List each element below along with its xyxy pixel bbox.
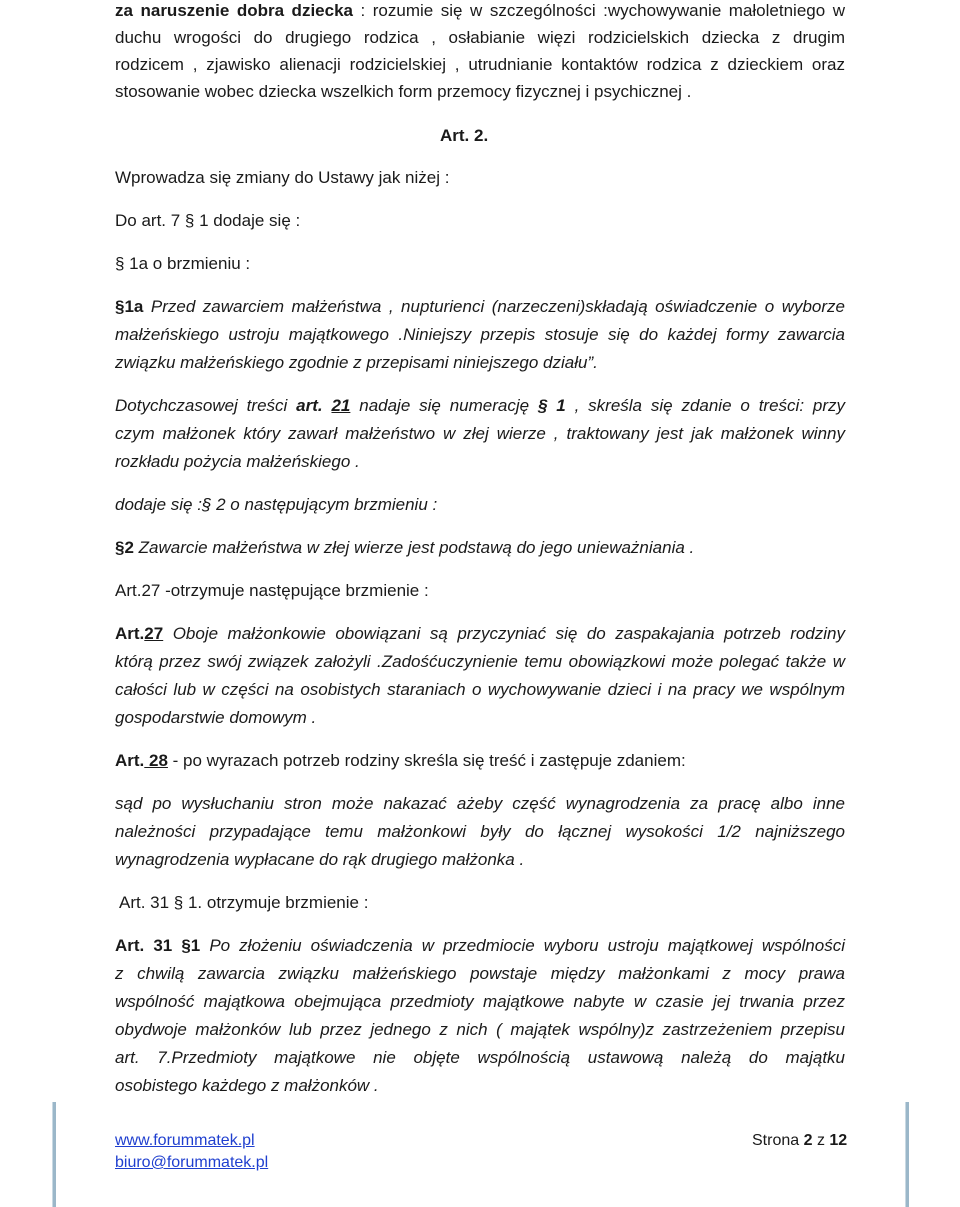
art21-p2-num: §2 <box>115 538 134 557</box>
art28-line-1: sąd po wysłuchaniu stron może nakazać ażeby część wynagrodzenia za pracę albo inne <box>115 794 845 813</box>
art28-heading: Art. 28 - po wyrazach potrzeb rodziny skreśla się treść i zastępuje zdaniem: <box>115 751 686 770</box>
art2-heading: Art. 2. <box>440 126 489 145</box>
page-current: 2 <box>803 1132 813 1149</box>
art21-p2: §2 Zawarcie małżeństwa w złej wierze jest podstawą do jego unieważniania . <box>115 538 695 557</box>
art21-line-2: czym małżonek który zawarł małżeństwo w złej wierze , traktowany jest jak małżonek winny <box>115 424 845 443</box>
art2-para-label: § 1a o brzmieniu : <box>115 254 251 273</box>
art21-paragraph-mark: § 1 <box>537 396 566 415</box>
art21-line-1: Dotychczasowej treści art. 21 nadaje się numerację § 1 , skreśla się zdanie o treści: przy <box>115 396 846 415</box>
art31-line-6: osobistego każdego z małżonków . <box>115 1076 379 1095</box>
art2-intro: Wprowadza się zmiany do Ustawy jak niżej : <box>115 168 450 187</box>
art2-quote-num: §1a <box>115 297 144 316</box>
footer-frame-left <box>52 1102 56 1207</box>
intro-lead: za naruszenie dobra dziecka <box>115 1 353 20</box>
intro-line-3: rodzicem , zjawisko alienacji rodzicielskiej , utrudnianie kontaktów rodzica z dzieckiem oraz <box>115 55 845 74</box>
art2-ref: Do art. 7 § 1 dodaje się : <box>115 211 301 230</box>
intro-line-4: stosowanie wobec dziecka wszelkich form przemocy fizycznej i psychicznej . <box>115 82 692 101</box>
art21-line-3: rozkładu pożycia małżeńskiego . <box>115 452 360 471</box>
art31-line-1: Art. 31 §1 Po złożeniu oświadczenia w przedmiocie wyboru ustroju majątkowej wspólności <box>115 936 845 955</box>
footer-links <box>115 1130 268 1174</box>
art27-line-4: gospodarstwie domowym . <box>115 708 317 727</box>
art28-line-3: wynagrodzenia wypłacane do rąk drugiego małżonka . <box>115 850 525 869</box>
website-link[interactable]: www.forummatek.pl <box>115 1132 255 1149</box>
email-link[interactable]: biuro@forummatek.pl <box>115 1154 269 1171</box>
art31-line-2: z chwilą zawarcia związku małżeńskiego powstaje między małżonkami z mocy prawa <box>115 964 845 983</box>
page-number: Strona 2 z 12 <box>752 1132 848 1149</box>
art31-heading: Art. 31 § 1. otrzymuje brzmienie : <box>119 893 369 912</box>
art27-line-2: którą przez swój związek założyli .Zadośćuczynienie temu obowiązkowi może polegać także w <box>115 652 845 671</box>
page-total: 12 <box>829 1132 848 1149</box>
art27-heading: Art.27 -otrzymuje następujące brzmienie : <box>115 581 429 600</box>
footer-frame-right <box>905 1102 909 1207</box>
art21-add: dodaje się :§ 2 o następującym brzmieniu : <box>115 495 438 514</box>
art2-quote-line-3: związku małżeńskiego zgodnie z przepisami niniejszego działu”. <box>115 353 598 372</box>
art27-line-1: Art.27 Oboje małżonkowie obowiązani są przyczyniać się do zaspakajania potrzeb rodziny <box>115 624 845 643</box>
art27-line-3: całości lub w części na osobistych staraniach o wychowywanie dzieci i na pracy we wspólnym <box>115 680 845 699</box>
art2-quote-line-1: §1a Przed zawarciem małżeństwa , nupturienci (narzeczeni)składają oświadczenie o wyborze <box>115 297 845 316</box>
art2-quote-line-2: małżeńskiego ustroju majątkowego .Niniejszy przepis stosuje się do każdej formy zawarcia <box>115 325 845 344</box>
intro-line-2: duchu wrogości do drugiego rodzica , osłabianie więzi rodzicielskich dziecka z drugim <box>115 28 845 47</box>
art31-line-5: art. 7.Przedmioty majątkowe nie objęte wspólnością ustawową należą do majątku <box>115 1048 845 1067</box>
intro-line-1: za naruszenie dobra dziecka : rozumie się w szczególności :wychowywanie małoletniego w <box>115 1 845 20</box>
art28-line-2: należności przypadające temu małżonkowi były do łącznej wysokości 1/2 najniższego <box>115 822 845 841</box>
art31-line-3: wspólność majątkowa obejmująca przedmioty majątkowe nabyte w czasie jej trwania przez <box>115 992 845 1011</box>
art31-line-4: obydwoje małżonków lub przez jednego z nich ( majątek wspólny)z zastrzeżeniem przepisu <box>115 1020 845 1039</box>
